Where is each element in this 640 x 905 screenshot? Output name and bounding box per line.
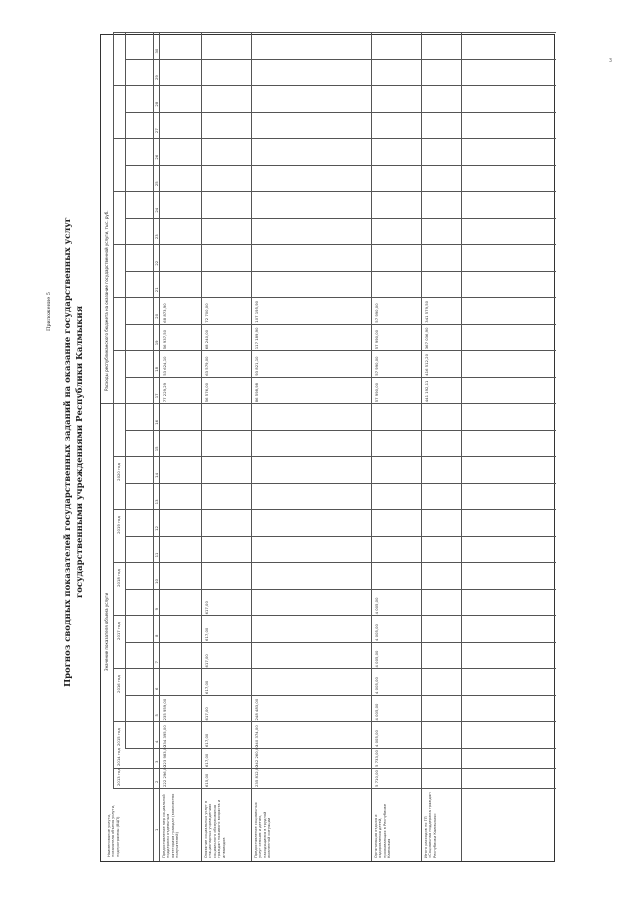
row-value: 5 733,00 bbox=[374, 750, 379, 767]
column-number: 22 bbox=[154, 260, 159, 266]
row-expense: 93 821,10 bbox=[254, 356, 259, 376]
column-number: 25 bbox=[154, 181, 159, 187]
row-value: 223 983,00 bbox=[162, 745, 167, 767]
row-value: 615,00 bbox=[204, 773, 209, 787]
grid-line bbox=[113, 33, 114, 789]
row-value: 5 710,00 bbox=[374, 770, 379, 787]
row-expense: 72 700,00 bbox=[204, 303, 209, 323]
column-number: 16 bbox=[154, 419, 159, 425]
grid-line bbox=[125, 377, 556, 378]
column-number: 4 bbox=[154, 740, 159, 743]
row-value: 222 296,00 bbox=[162, 765, 167, 787]
row-value: 240 374,00 bbox=[254, 725, 259, 747]
row-value: 4 005,00 bbox=[374, 597, 379, 615]
row-value: 235 812,00 bbox=[254, 765, 259, 787]
row-value: 4 005,00 bbox=[374, 624, 379, 641]
column-number: 7 bbox=[154, 661, 159, 664]
column-number: 28 bbox=[154, 101, 159, 107]
row-expense: 63 579,00 bbox=[204, 356, 209, 376]
grid-line bbox=[113, 191, 556, 192]
grid-line bbox=[421, 33, 422, 861]
row-value: 617,00 bbox=[204, 733, 209, 747]
row-value: 235 959,00 bbox=[162, 698, 167, 721]
row-expense: 86 598,98 bbox=[254, 382, 259, 403]
row-expense: 68 240,00 bbox=[204, 329, 209, 350]
title-line-1: Прогноз сводных показателей государственных заданий на оказание государственных услуг bbox=[63, 217, 73, 687]
column-number: 8 bbox=[154, 634, 159, 637]
row-expense: 416 512,20 bbox=[424, 354, 429, 376]
grid-line bbox=[251, 33, 252, 861]
row-value: 617,00 bbox=[204, 753, 209, 767]
grid-line bbox=[125, 218, 556, 219]
appendix-label: Приложение 5 bbox=[46, 292, 52, 332]
grid-line bbox=[113, 721, 556, 722]
page-number: 3 bbox=[608, 58, 612, 64]
column-number: 3 bbox=[154, 760, 159, 763]
column-number: 6 bbox=[154, 687, 159, 690]
row-expense: 77 229,29 bbox=[162, 382, 167, 403]
year-header: 2016 год bbox=[116, 675, 121, 693]
row-value: 4 005,00 bbox=[374, 703, 379, 721]
column-number: 18 bbox=[154, 366, 159, 372]
column-number: 26 bbox=[154, 154, 159, 160]
row-value: 248 483,00 bbox=[254, 698, 259, 721]
row-expense: 68 873,90 bbox=[162, 303, 167, 323]
column-number: 24 bbox=[154, 207, 159, 213]
row-expense: 56 937,50 bbox=[162, 329, 167, 350]
row-expense: 441 192,11 bbox=[424, 380, 429, 403]
grid-line bbox=[113, 32, 556, 33]
grid-line bbox=[113, 615, 556, 616]
column-number: 2 bbox=[154, 780, 159, 783]
grid-line bbox=[125, 536, 556, 537]
column-number: 5 bbox=[154, 714, 159, 717]
grid-line bbox=[201, 33, 202, 861]
row-label: Оказание социальных услуг в стационарных учреждениях социального обслуживания граждан пожилого возраста и инвалидов bbox=[204, 799, 226, 858]
grid-line bbox=[113, 85, 556, 86]
year-header: 2017 год bbox=[116, 622, 121, 640]
rotated-document bbox=[46, 32, 559, 862]
row-label: Итого расходов по ГП «Социальная поддержка граждан Республики Калмыкия» bbox=[424, 792, 437, 858]
column-number: 9 bbox=[154, 608, 159, 611]
column-number: 11 bbox=[154, 552, 159, 558]
column-number: 15 bbox=[154, 446, 159, 452]
grid-line bbox=[113, 768, 556, 769]
grid-line bbox=[113, 297, 556, 298]
grid-line bbox=[125, 430, 556, 431]
grid-line bbox=[113, 509, 556, 510]
column-number: 10 bbox=[154, 579, 159, 584]
grid-line bbox=[125, 748, 556, 749]
row-value: 617,00 bbox=[204, 680, 209, 694]
grid-line bbox=[113, 138, 556, 139]
row-expense: 341 579,50 bbox=[424, 300, 429, 323]
row-expense: 107 195,90 bbox=[254, 300, 259, 323]
grid-line bbox=[125, 642, 556, 643]
row-expense: 57 990,00 bbox=[374, 329, 379, 350]
row-expense: 53 624,10 bbox=[162, 356, 167, 376]
grid-line bbox=[125, 695, 556, 696]
grid-line bbox=[113, 244, 556, 245]
grid-line bbox=[125, 112, 556, 113]
row-expense: 117 189,90 bbox=[254, 327, 259, 350]
row-value: 617,00 bbox=[204, 601, 209, 615]
column-number: 20 bbox=[154, 313, 159, 319]
grid-line bbox=[113, 668, 556, 669]
row-label: Организация отдыха и оздоровления детей, проживающих в Республике Калмыкия bbox=[374, 803, 392, 858]
header-expenses-section: Расходы республиканского бюджета на оказание государственной услуги, тыс. руб. bbox=[104, 210, 109, 391]
title-line-2: государственными учреждениями Республики Калмыкия bbox=[75, 306, 85, 598]
row-label: Предоставление социальных услуг семьям и детям, находящимся в трудной жизненной ситуации bbox=[254, 802, 272, 858]
forecast-table bbox=[100, 34, 555, 862]
column-number: 29 bbox=[154, 75, 159, 81]
grid-line bbox=[113, 350, 556, 351]
document-title bbox=[62, 102, 86, 802]
year-header: 2013 год bbox=[116, 768, 121, 786]
row-expense: 56 576,00 bbox=[204, 382, 209, 403]
year-header: 2018 год bbox=[116, 569, 121, 587]
grid-line bbox=[371, 33, 372, 861]
grid-line bbox=[159, 33, 160, 861]
row-expense: 57 990,00 bbox=[374, 303, 379, 323]
grid-line bbox=[125, 483, 556, 484]
column-number: 1 bbox=[154, 828, 159, 831]
grid-line bbox=[113, 562, 556, 563]
column-number: 14 bbox=[154, 472, 159, 478]
grid-line bbox=[101, 403, 556, 404]
row-value: 4 005,00 bbox=[374, 677, 379, 694]
grid-line bbox=[125, 324, 556, 325]
column-number: 21 bbox=[154, 287, 159, 293]
header-service-name: Наименование услуги, показателя объема услуги, подпрограммы (ВЦП) bbox=[107, 804, 120, 857]
column-number: 13 bbox=[154, 499, 159, 505]
row-value: 4 005,00 bbox=[374, 650, 379, 668]
grid-line bbox=[125, 589, 556, 590]
year-header: 2014 год bbox=[116, 748, 121, 766]
grid-line bbox=[125, 165, 556, 166]
column-number: 30 bbox=[154, 48, 159, 54]
row-value: 617,00 bbox=[204, 627, 209, 641]
header-volume-section: Значение показателя объема услуги bbox=[104, 592, 109, 671]
row-label: Предоставление мер социальной поддержки отдельным категориям граждан (количество получателей) bbox=[162, 793, 180, 858]
row-value: 4 005,00 bbox=[374, 730, 379, 747]
row-value: 242 260,00 bbox=[254, 745, 259, 767]
row-value: 234 395,00 bbox=[162, 725, 167, 747]
grid-line bbox=[113, 788, 556, 789]
year-header: 2019 год bbox=[116, 516, 121, 534]
column-number: 27 bbox=[154, 128, 159, 134]
grid-line bbox=[125, 59, 556, 60]
column-number: 19 bbox=[154, 340, 159, 346]
column-number: 23 bbox=[154, 234, 159, 240]
row-value: 617,00 bbox=[204, 654, 209, 668]
row-expense: 367 036,90 bbox=[424, 327, 429, 350]
grid-line bbox=[461, 33, 462, 861]
grid-line bbox=[125, 271, 556, 272]
column-number: 12 bbox=[154, 526, 159, 531]
column-number: 17 bbox=[154, 393, 159, 399]
year-header: 2015 год bbox=[116, 728, 121, 746]
row-expense: 57 990,00 bbox=[374, 356, 379, 376]
year-header: 2020 год bbox=[116, 463, 121, 481]
row-expense: 57 990,00 bbox=[374, 382, 379, 403]
row-value: 617,00 bbox=[204, 707, 209, 721]
grid-line bbox=[113, 456, 556, 457]
